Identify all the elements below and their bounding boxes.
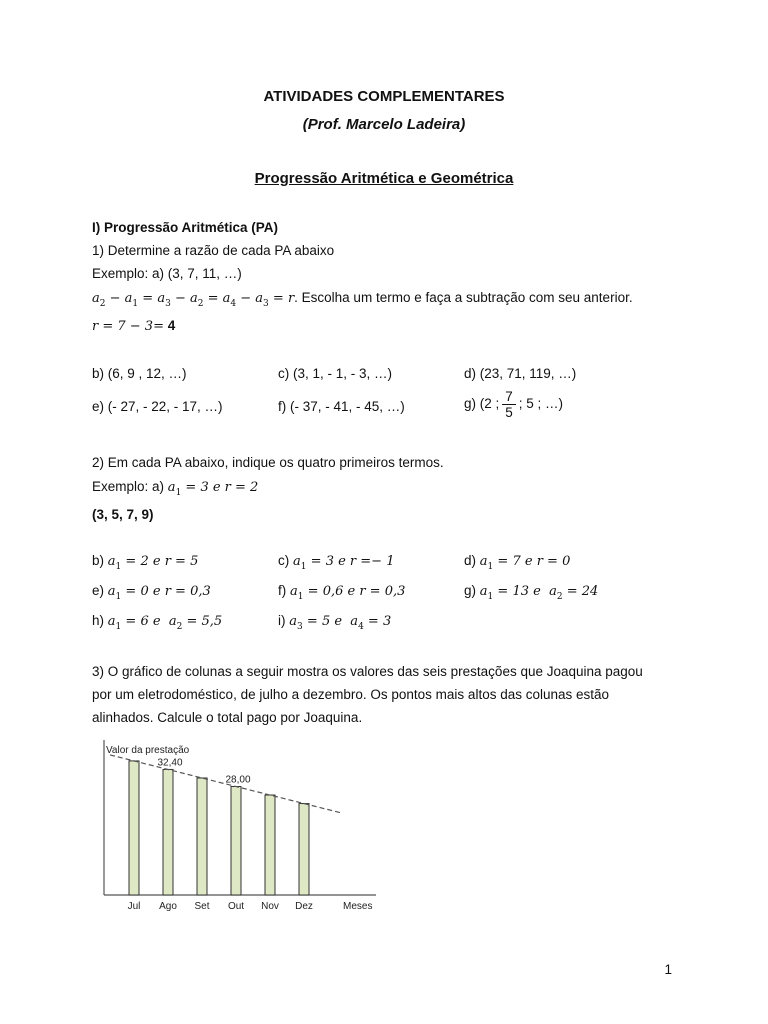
bar-nov [265, 795, 275, 895]
page-title: ATIVIDADES COMPLEMENTARES [263, 88, 505, 105]
bar-dez [299, 804, 309, 895]
y-axis-label: Valor da prestação [106, 745, 190, 756]
q1-answer-line [92, 318, 175, 334]
a1-value: 0,6 [322, 584, 344, 599]
q3-line-1: 3) O gráfico de colunas a seguir mostra os valores das seis prestações que Joaquina pagou [92, 664, 643, 679]
item-label: c) [278, 553, 290, 568]
installments-bar-chart [92, 738, 392, 918]
bar-jul [129, 761, 139, 895]
ratio-formula: $a_2 - a_1 = a_3 - a_2 = a_4 - a_3 = r$ [92, 291, 295, 309]
q2-item-b: b) $a_1 = 2$ e r = 5 [92, 553, 199, 572]
q2-example-prefix: Exemplo: a) [92, 479, 165, 494]
q1-item-e: e) (- 27, - 22, - 17, …) [92, 399, 223, 414]
author-line: (Prof. Marcelo Ladeira) [302, 116, 466, 133]
tick-label-out: Out [227, 901, 245, 912]
r-value: 0 [562, 554, 571, 569]
bar-set [197, 778, 207, 895]
a1-value: 3 [325, 554, 334, 569]
a1-value: 13 [512, 584, 529, 599]
r-value: − 1 [371, 554, 395, 569]
data-label-out: 28,00 [225, 774, 251, 786]
answer-value: 4 [167, 318, 176, 333]
q1-example: Exemplo: a) (3, 7, 11, …) [92, 266, 242, 281]
q3-line-3: alinhados. Calcule o total pago por Joaquina. [92, 710, 363, 725]
item-label: e) [92, 583, 105, 598]
item-label: g) [464, 583, 477, 598]
q2-item-e: e) $a_1 = 0$ e r = 0,3 [92, 583, 211, 602]
q1-prompt: 1) Determine a razão de cada PA abaixo [92, 243, 335, 258]
data-label-ago: 32,40 [157, 757, 183, 769]
q2-item-g: g) $a_1 = 13$ e $a_2 = 24$ [464, 583, 599, 602]
item-label: h) [92, 613, 105, 628]
q1-item-c: c) (3, 1, - 1, - 3, …) [278, 366, 393, 381]
a3-value: 5 [321, 614, 331, 629]
q1-formula-line [92, 290, 633, 309]
page-number: 1 [664, 962, 672, 977]
item-label: i) [278, 613, 286, 628]
tick-label-dez: Dez [295, 901, 313, 912]
tick-label-ago: Ago [159, 901, 177, 912]
a1-value: 2 [140, 554, 149, 569]
bar-ago [163, 769, 173, 895]
q1-item-d: d) (23, 71, 119, …) [464, 366, 577, 381]
q1-item-g [464, 389, 563, 420]
q2-example-condition: $a_1 = 3$ e r = 2 [167, 480, 259, 498]
item-label: f) [278, 583, 287, 598]
tick-label-set: Set [194, 901, 210, 912]
answer-expression: r = 7 − 3= [92, 319, 164, 334]
a1-value: 6 [140, 614, 149, 629]
fraction-numerator: 7 [502, 389, 516, 405]
a2-value: 5,5 [201, 614, 223, 629]
r-value: 5 [190, 554, 199, 569]
q2-example-answer: (3, 5, 7, 9) [92, 507, 154, 522]
q2-item-d: d) $a_1 = 7$ e r = 0 [464, 553, 571, 572]
section-title: Progressão Aritmética e Geométrica [254, 170, 514, 187]
q2-item-c: c) $a_1 = 3$ e r =− 1 [278, 553, 395, 572]
formula-explanation: . Escolha um termo e faça a subtração com seu anterior. [294, 290, 633, 305]
g-suffix: ; 5 ; …) [518, 396, 564, 412]
a1-value: 7 [512, 554, 521, 569]
a2-value: 24 [581, 584, 599, 599]
g-prefix: g) (2 ; [464, 396, 500, 412]
r-value: 0,3 [190, 584, 211, 599]
tick-label-nov: Nov [261, 901, 279, 912]
q1-item-b: b) (6, 9 , 12, …) [92, 366, 187, 381]
q2-item-h: h) $a_1 = 6$ e $a_2 = 5,5$ [92, 613, 223, 632]
a1-value: 0 [140, 584, 149, 599]
a4-value: 3 [382, 614, 392, 629]
q3-line-2: por um eletrodoméstico, de julho a dezembro. Os pontos mais altos das colunas estão [92, 687, 610, 702]
q2-example [92, 479, 258, 498]
q1-item-f: f) (- 37, - 41, - 45, …) [278, 399, 405, 414]
x-axis-label: Meses [343, 901, 373, 912]
tick-label-jul: Jul [127, 901, 141, 912]
r-value: 0,3 [384, 584, 406, 599]
q2-item-i: i) $a_3 = 5$ e $a_4 = 3$ [278, 613, 392, 632]
fraction-denominator: 5 [505, 405, 513, 420]
q2-prompt: 2) Em cada PA abaixo, indique os quatro primeiros termos. [92, 455, 444, 470]
q2-item-f: f) $a_1 = 0,6$ e r = 0,3 [278, 583, 406, 602]
item-label: b) [92, 553, 105, 568]
bar-out [231, 787, 241, 896]
fraction [502, 389, 516, 420]
part-heading: I) Progressão Aritmética (PA) [92, 220, 279, 235]
item-label: d) [464, 553, 477, 568]
